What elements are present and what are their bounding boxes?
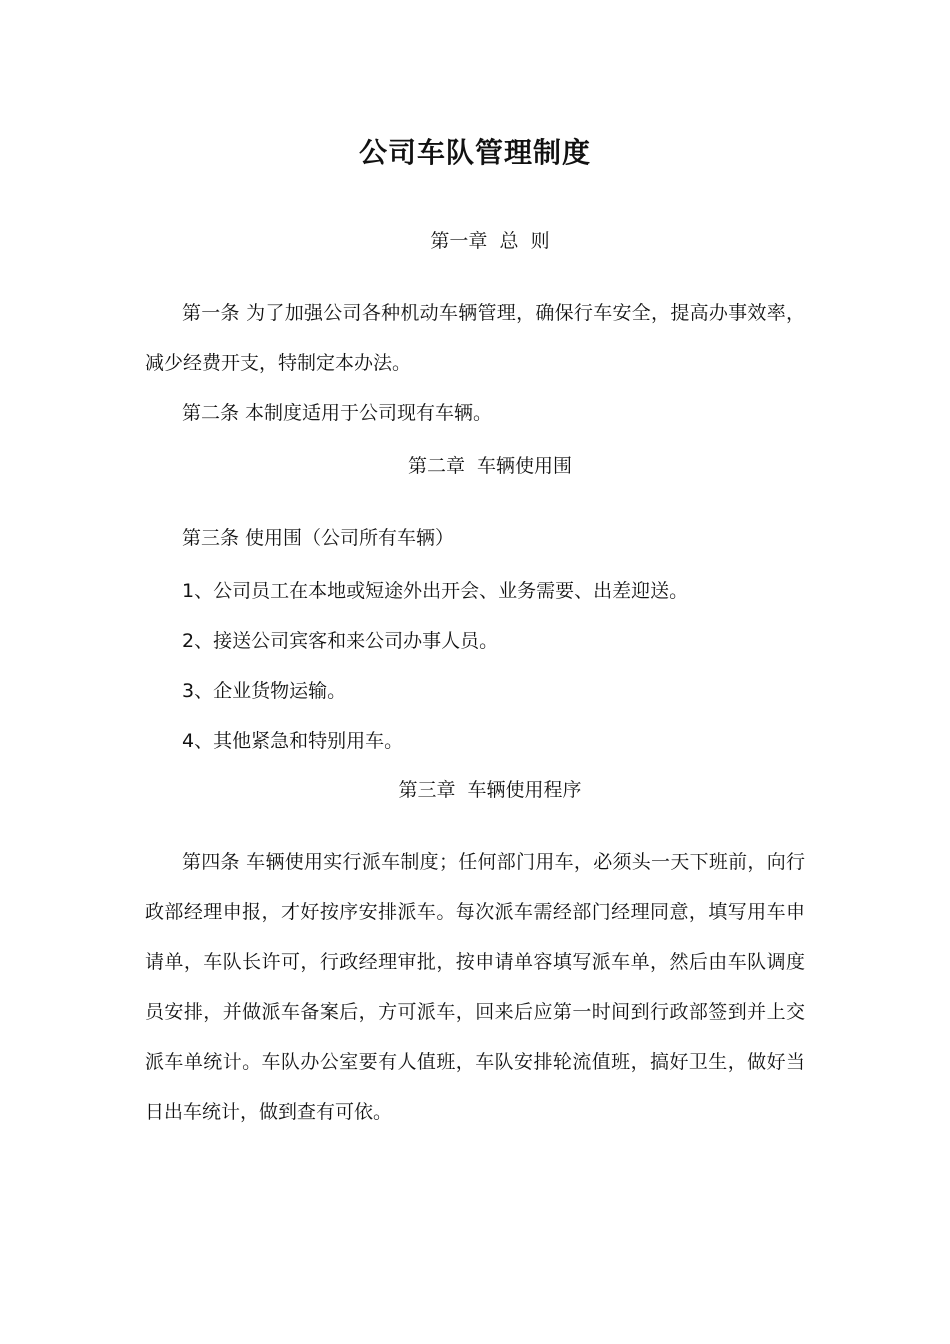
list-item: 1、公司员工在本地或短途外出开会、业务需要、出差迎送。 xyxy=(182,580,689,602)
article-1-paragraph: 第一条 为了加强公司各种机动车辆管理，确保行车安全，提高办事效率，减少经费开支，特制定本办法。 xyxy=(145,302,805,374)
list-item: 2、接送公司宾客和来公司办事人员。 xyxy=(182,630,499,652)
article-2-paragraph: 第二条 本制度适用于公司现有车辆。 xyxy=(182,402,493,424)
chapter-2-heading: 第二章 车辆使用围 xyxy=(407,455,573,477)
list-item: 3、企业货物运输。 xyxy=(182,680,347,702)
document-title: 公司车队管理制度 xyxy=(358,136,591,169)
chapter-1-heading: 第一章 总 则 xyxy=(430,230,550,252)
article-3-paragraph: 第三条 使用围（公司所有车辆） xyxy=(182,527,455,549)
list-item: 4、其他紧急和特别用车。 xyxy=(182,730,404,752)
chapter-3-heading: 第三章 车辆使用程序 xyxy=(398,779,582,801)
article-4-paragraph: 第四条 车辆使用实行派车制度；任何部门用车，必须头一天下班前，向行政部经理申报，才好按序安排派车。每次派车需经部门经理同意，填写用车申请单，车队长许可，行政经理审批，按申请单容填写派车单，然后由车队调度员安排，并做派车备案后，方可派车，回来后应第一时间到行政部签到并上交派车单统计。车队办公室要有人值班，车队安排轮流值班，搞好卫生，做好当日出车统计，做到查有可依。 xyxy=(145,851,805,1123)
